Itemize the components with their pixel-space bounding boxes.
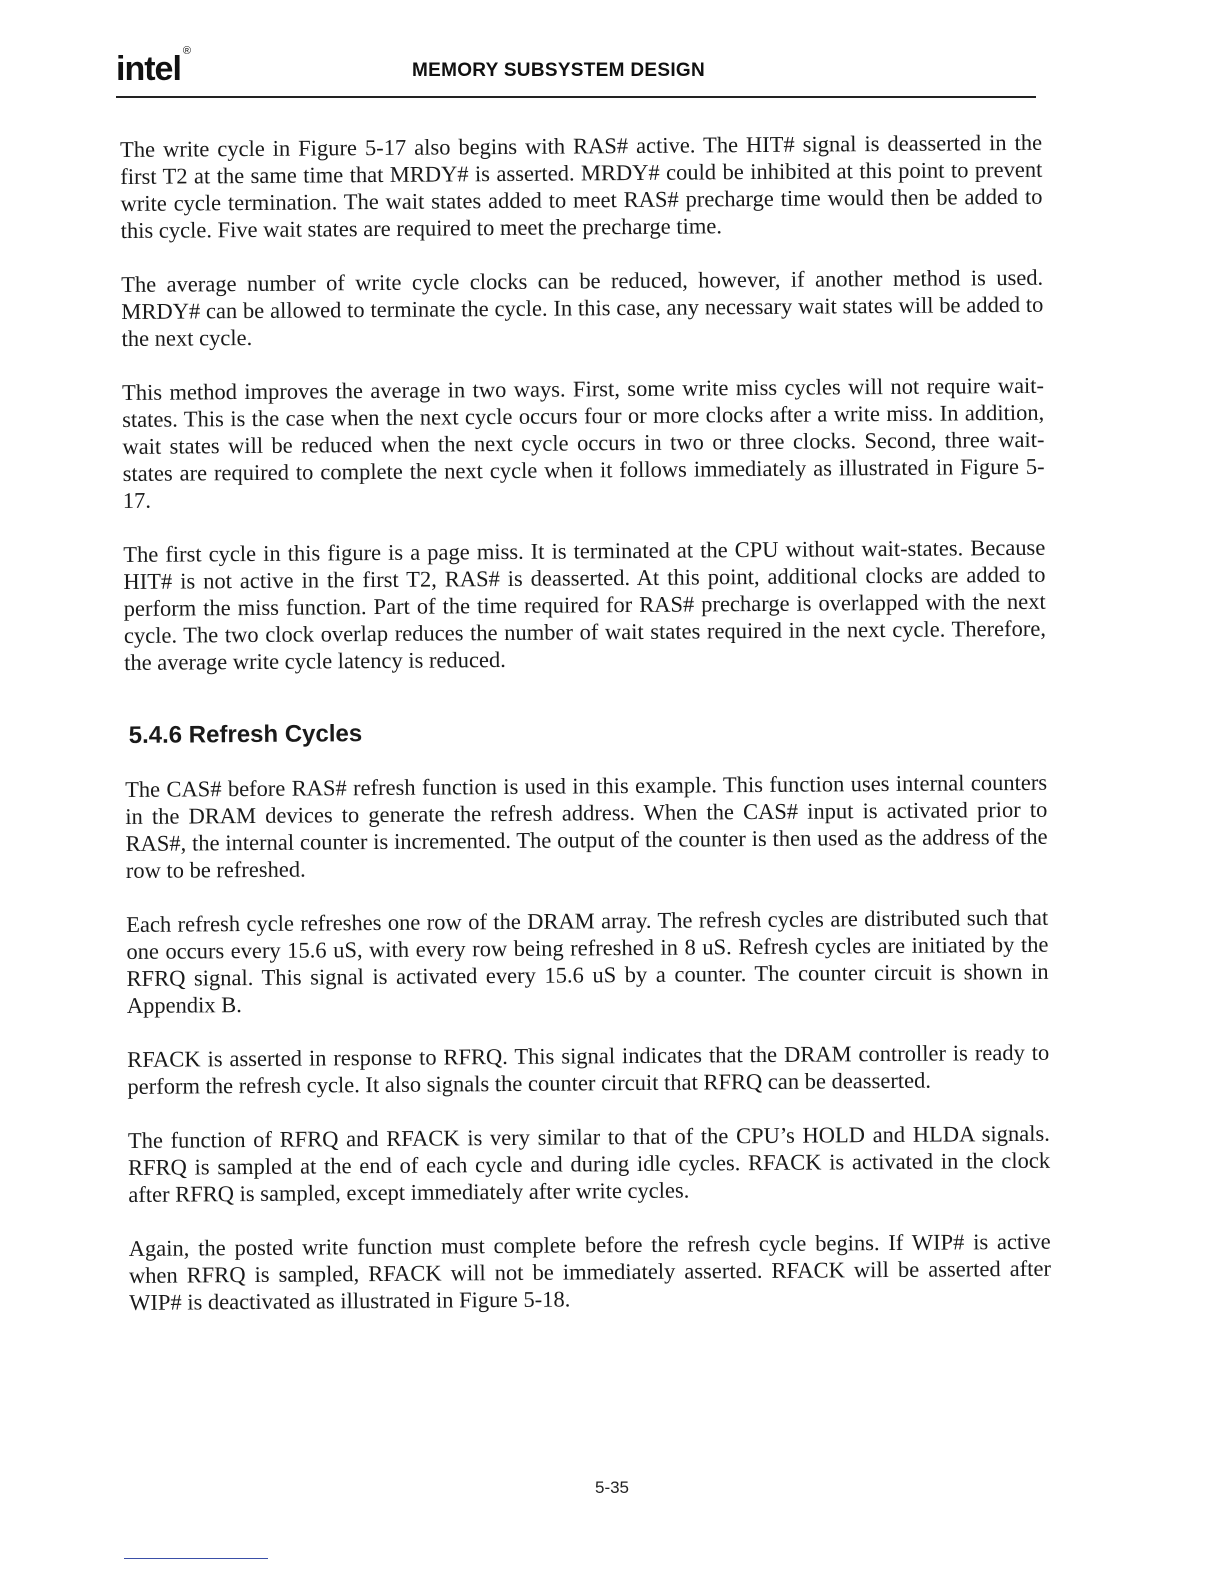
page-body (120, 129, 1051, 1343)
paragraph: The first cycle in this figure is a page miss. It is terminated at the CPU without wait-states. Because HIT# is not active in the first T2, RAS# is deasserted. At this point, additional clocks are added to perform the miss function. Part of the time required for RAS# precharge is overlapped with the next cycle. The two clock overlap reduces the number of wait states required in the next cycle. Therefore, the average write cycle latency is reduced. (123, 534, 1046, 675)
paragraph: The CAS# before RAS# refresh function is used in this example. This function uses internal counters in the DRAM devices to generate the refresh address. When the CAS# input is activated prior to RAS#, the internal counter is incremented. The output of the counter is then used as the address of the row to be refreshed. (125, 769, 1048, 883)
paragraph: The average number of write cycle clocks can be reduced, however, if another method is used. MRDY# can be allowed to terminate the cycle. In this case, any necessary wait states will be added to the next cycle. (121, 264, 1044, 351)
paragraph: The function of RFRQ and RFACK is very similar to that of the CPU’s HOLD and HLDA signals. RFRQ is sampled at the end of each cycle and during idle cycles. RFACK is activated in the clock after RFRQ is sampled, except immediately after write cycles. (127, 1120, 1051, 1207)
paragraph: Each refresh cycle refreshes one row of the DRAM array. The refresh cycles are distributed such that one occurs every 15.6 uS, with every row being refreshed in 8 uS. Refresh cycles are initiated by the RFRQ signal. This signal is activated every 15.6 uS by a counter. The counter circuit is shown in Appendix B. (126, 904, 1049, 1018)
page-header (116, 44, 1036, 98)
paragraph: This method improves the average in two ways. First, some write miss cycles will not require wait-states. This is the case when the next cycle occurs four or more clocks after a write miss. In addition, wait states will be reduced when the next cycle occurs in two or three clocks. Second, three wait-states are required to complete the next cycle when it follows immediately as illustrated in Figure 5-17. (121, 372, 1045, 513)
paragraph: The write cycle in Figure 5-17 also begins with RAS# active. The HIT# signal is deasserted in the first T2 at the same time that MRDY# is asserted. MRDY# could be inhibited at this point to prevent write cycle termination. The wait states added to meet RAS# precharge time would then be added to this cycle. Five wait states are required to meet the precharge time. (120, 129, 1043, 243)
page-number: 5-35 (594, 1478, 630, 1497)
logo-text: intel (116, 50, 181, 88)
page-header-title: MEMORY SUBSYSTEM DESIGN (412, 60, 705, 81)
paragraph: RFACK is asserted in response to RFRQ. This signal indicates that the DRAM controller is ready to perform the refresh cycle. It also signals the counter circuit that RFRQ can be deasserted. (127, 1039, 1050, 1099)
registered-mark: ® (182, 44, 191, 57)
paragraph: Again, the posted write function must complete before the refresh cycle begins. If WIP# is active when RFRQ is sampled, RFACK will not be immediately asserted. RFACK will be asserted after WIP# is deactivated as illustrated in Figure 5-18. (128, 1228, 1052, 1315)
section-heading: 5.4.6 Refresh Cycles (128, 720, 363, 749)
footer-divider (124, 1558, 268, 1559)
intel-logo (116, 44, 191, 89)
